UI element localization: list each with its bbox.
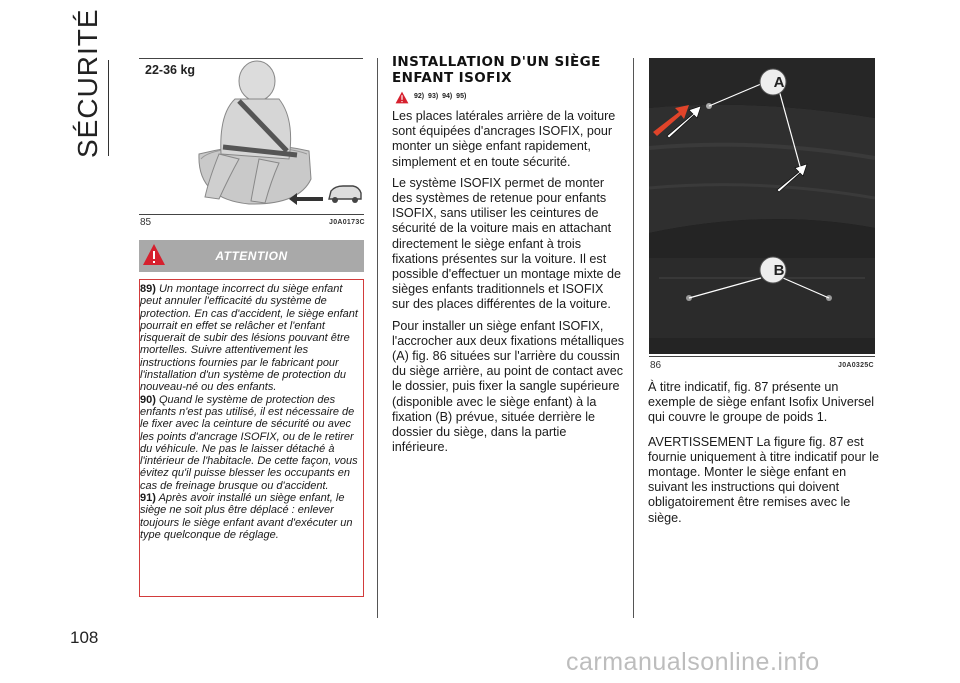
paragraph: Pour installer un siège enfant ISOFIX, l'accrocher aux deux fixations métalliques (A) fig. 86 situées sur l'arrière du coussin du siège arrière, au point de contact avec le dossier, puis fixer la sangle supérieure (disponible avec le siège enfant) à la fixation (B) prévue, située derrière le dossier du siège, dans la partie inférieure. <box>392 318 625 455</box>
figure-86-isofix-anchors <box>649 58 875 354</box>
figure-85-code: J0A0173C <box>329 219 365 226</box>
paragraph: À titre indicatif, fig. 87 présente un exemple de siège enfant Isofix Universel qui couvre le groupe de poids 1. <box>648 380 875 425</box>
section-heading-line-2: ENFANT ISOFIX <box>392 70 512 86</box>
figure-85-number: 85 <box>140 217 152 228</box>
column-divider-left <box>377 58 378 618</box>
warning-item-text: Après avoir installé un siège enfant, le siège ne soit plus être déplacé : enlever toujours le siège enfant avant d'exécuter un type quelconque de réglage. <box>140 492 353 541</box>
paragraph: Les places latérales arrière de la voiture sont équipées d'ancrages ISOFIX, pour monter un siège enfant rapidement, simplement et en toute sécurité. <box>392 109 616 169</box>
warning-item-number: 89) <box>140 283 156 295</box>
section-heading-line-1: INSTALLATION D'UN SIÈGE <box>392 54 601 70</box>
warning-item-number: 90) <box>140 393 156 406</box>
section-side-title: SÉCURITÉ <box>72 8 103 158</box>
column-divider-right <box>633 58 634 618</box>
warning-item-90 <box>140 394 362 492</box>
watermark: carmanualsonline.info <box>566 648 820 676</box>
figure-86-code: J0A0325C <box>838 362 874 369</box>
figure-85-bottom-rule <box>139 214 364 215</box>
warning-text <box>140 283 362 541</box>
callout-b-label: B <box>773 262 785 279</box>
warning-item-text: Quand le système de protection des enfants n'est pas utilisé, il est nécessaire de le fixer avec la ceinture de sécurité ou avec les points d'ancrage ISOFIX, ou de le retirer du véhicule. Ne pas le laisser détaché à l'intérieur de l'habitacle. De cette façon, vous évitez qu'il puisse blesser les occupants en cas de freinage brusque ou d'accident. <box>140 393 358 492</box>
warning-reference-icon <box>395 91 409 104</box>
figure-86-number: 86 <box>650 360 662 371</box>
section-body <box>392 109 624 461</box>
right-column-body <box>648 380 880 532</box>
figure-86-bottom-rule <box>649 356 875 357</box>
callout-a-label: A <box>773 74 785 91</box>
warning-heading: ATTENTION <box>215 249 288 263</box>
warning-item-text: Un montage incorrect du siège enfant peut annuler l'efficacité du système de protection. En cas d'accident, le siège enfant pourrait en effet se relâcher et l'enfant risquerait de subir des lésions pouvant être mortelles. Suivre attentivement les instructions fournies par le fabricant pour l'installation d'un système de protection du nouveau-né ou des enfants. <box>140 283 358 394</box>
paragraph: AVERTISSEMENT La figure fig. 87 est fournie uniquement à titre indicatif pour le montage. Monter le siège enfant en suivant les instructions qui doivent obligatoirement être remises avec le siège. <box>648 434 880 525</box>
warning-references: 92) 93) 94) 95) <box>414 93 467 100</box>
page-number: 108 <box>70 628 99 647</box>
warning-item-89 <box>140 283 362 394</box>
side-title-rule <box>108 60 109 156</box>
section-heading <box>392 54 622 86</box>
figure-85-booster-seat <box>139 58 363 215</box>
figure-85-weight-label: 22-36 kg <box>145 63 196 77</box>
isofix-photo-illustration <box>649 58 875 354</box>
warning-item-number: 91) <box>140 492 156 505</box>
booster-seat-illustration <box>139 59 363 215</box>
paragraph: Le système ISOFIX permet de monter des systèmes de retenue pour enfants ISOFIX, sans utiliser les ceintures de sécurité de la voiture mais en attachant directement le siège enfant à trois fixations présentes sur la voiture. Il est possible d'effectuer un montage mixte de sièges enfants traditionnels et ISOFIX sur des places différentes de la voiture. <box>392 175 621 312</box>
warning-item-91 <box>140 492 362 541</box>
